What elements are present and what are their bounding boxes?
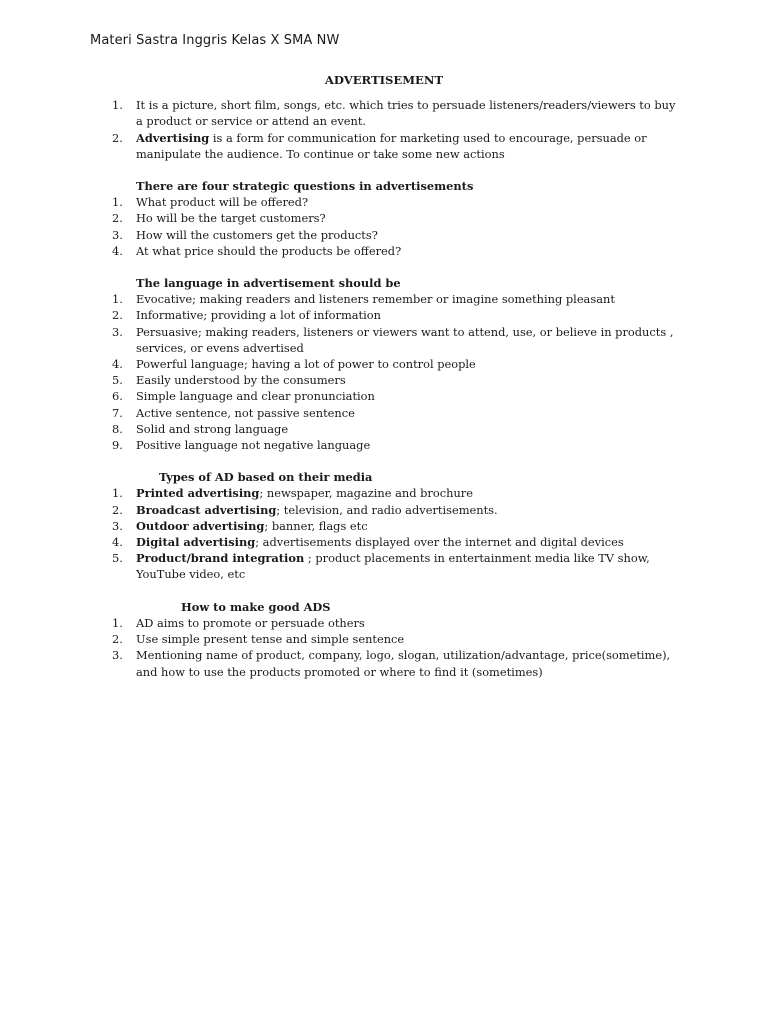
list-item xyxy=(0,437,768,453)
list-item xyxy=(0,485,768,501)
item-text: What product will be offered? xyxy=(136,195,309,210)
good-ads-heading: How to make good ADS xyxy=(181,599,331,614)
list-number: 8. xyxy=(112,421,123,436)
list-number: 7. xyxy=(112,405,123,420)
item-text: Positive language not negative language xyxy=(136,438,371,453)
list-item xyxy=(0,307,768,323)
list-item xyxy=(0,518,768,534)
list-number: 5. xyxy=(112,551,123,566)
list-number: 3. xyxy=(112,518,123,533)
list-item xyxy=(0,227,768,243)
list-item xyxy=(0,324,768,356)
item-text: At what price should the products be offered? xyxy=(136,243,402,258)
list-item xyxy=(0,388,768,404)
media-types-heading: Types of AD based on their media xyxy=(159,470,373,485)
language-heading: The language in advertisement should be xyxy=(136,276,401,291)
bold-term: Digital advertising xyxy=(136,535,256,550)
list-item xyxy=(0,502,768,518)
section-heading-row xyxy=(0,599,768,615)
list-item xyxy=(0,194,768,210)
item-text: ; product placements in entertainment media like TV show, YouTube video, etc xyxy=(136,551,650,582)
list-item xyxy=(0,405,768,421)
item-text: ; newspaper, magazine and brochure xyxy=(259,486,473,501)
list-number: 6. xyxy=(112,389,123,404)
bold-term: Advertising xyxy=(136,130,210,145)
list-number: 2. xyxy=(112,502,123,517)
item-text: ; banner, flags etc xyxy=(264,518,368,533)
document-title: ADVERTISEMENT xyxy=(324,73,444,87)
questions-heading: There are four strategic questions in advertisements xyxy=(136,179,474,194)
bold-term: Outdoor advertising xyxy=(136,518,265,533)
item-text: Evocative; making readers and listeners remember or imagine something pleasant xyxy=(136,292,615,307)
list-number: 3. xyxy=(112,324,123,339)
document-body xyxy=(0,72,768,680)
list-item xyxy=(0,550,768,582)
section-heading-row xyxy=(0,469,768,485)
bold-term: Product/brand integration xyxy=(136,551,305,566)
list-number: 2. xyxy=(112,308,123,323)
list-number: 2. xyxy=(112,632,123,647)
bold-term: Printed advertising xyxy=(136,486,260,501)
list-number: 1. xyxy=(112,615,123,630)
running-header: Materi Sastra Inggris Kelas X SMA NW xyxy=(90,33,340,48)
list-number: 4. xyxy=(112,535,123,550)
item-text: Informative; providing a lot of information xyxy=(136,308,381,323)
item-text: Powerful language; having a lot of power to control people xyxy=(136,357,476,372)
bold-term: Broadcast advertising xyxy=(136,502,277,517)
list-item xyxy=(0,631,768,647)
item-text: ; television, and radio advertisements. xyxy=(276,502,498,517)
good-ads-list xyxy=(0,599,768,680)
item-text: It is a picture, short film, songs, etc. which tries to persuade listeners/readers/viewers to buy a product or service or attend an event. xyxy=(136,98,676,129)
list-number: 4. xyxy=(112,243,123,258)
list-number: 1. xyxy=(112,292,123,307)
item-text: Solid and strong language xyxy=(136,421,289,436)
list-number: 3. xyxy=(112,648,123,663)
list-number: 1. xyxy=(112,195,123,210)
item-text: Easily understood by the consumers xyxy=(136,373,346,388)
list-number: 3. xyxy=(112,227,123,242)
item-text: is a form for communication for marketing used to encourage, persuade or manipulate the audience. To continue or take some new actions xyxy=(136,130,647,161)
list-item xyxy=(0,291,768,307)
list-item xyxy=(0,615,768,631)
item-text: Active sentence, not passive sentence xyxy=(136,405,355,420)
list-item xyxy=(0,97,768,129)
list-item xyxy=(0,421,768,437)
questions-list xyxy=(0,178,768,259)
list-item xyxy=(0,534,768,550)
list-number: 2. xyxy=(112,211,123,226)
list-item xyxy=(0,356,768,372)
list-number: 5. xyxy=(112,373,123,388)
section-heading-row xyxy=(0,275,768,291)
language-list xyxy=(0,275,768,453)
list-item xyxy=(0,243,768,259)
item-text: Use simple present tense and simple sentence xyxy=(136,632,405,647)
item-text: AD aims to promote or persuade others xyxy=(136,615,365,630)
intro-list xyxy=(0,97,768,162)
list-number: 9. xyxy=(112,438,123,453)
list-number: 2. xyxy=(112,130,123,145)
list-number: 4. xyxy=(112,357,123,372)
list-item xyxy=(0,210,768,226)
item-text: How will the customers get the products? xyxy=(136,227,378,242)
list-number: 1. xyxy=(112,486,123,501)
item-text: Ho will be the target customers? xyxy=(136,211,326,226)
item-text: Persuasive; making readers, listeners or viewers want to attend, use, or believe in products , services, or evens advertised xyxy=(136,324,674,355)
list-item xyxy=(0,130,768,162)
list-item xyxy=(0,647,768,679)
item-text: ; advertisements displayed over the internet and digital devices xyxy=(255,535,624,550)
item-text: Mentioning name of product, company, logo, slogan, utilization/advantage, price(sometime), and how to use the products promoted or where to find it (sometimes) xyxy=(136,648,671,679)
media-types-list xyxy=(0,469,768,582)
section-heading-row xyxy=(0,178,768,194)
list-item xyxy=(0,372,768,388)
list-number: 1. xyxy=(112,98,123,113)
item-text: Simple language and clear pronunciation xyxy=(136,389,375,404)
